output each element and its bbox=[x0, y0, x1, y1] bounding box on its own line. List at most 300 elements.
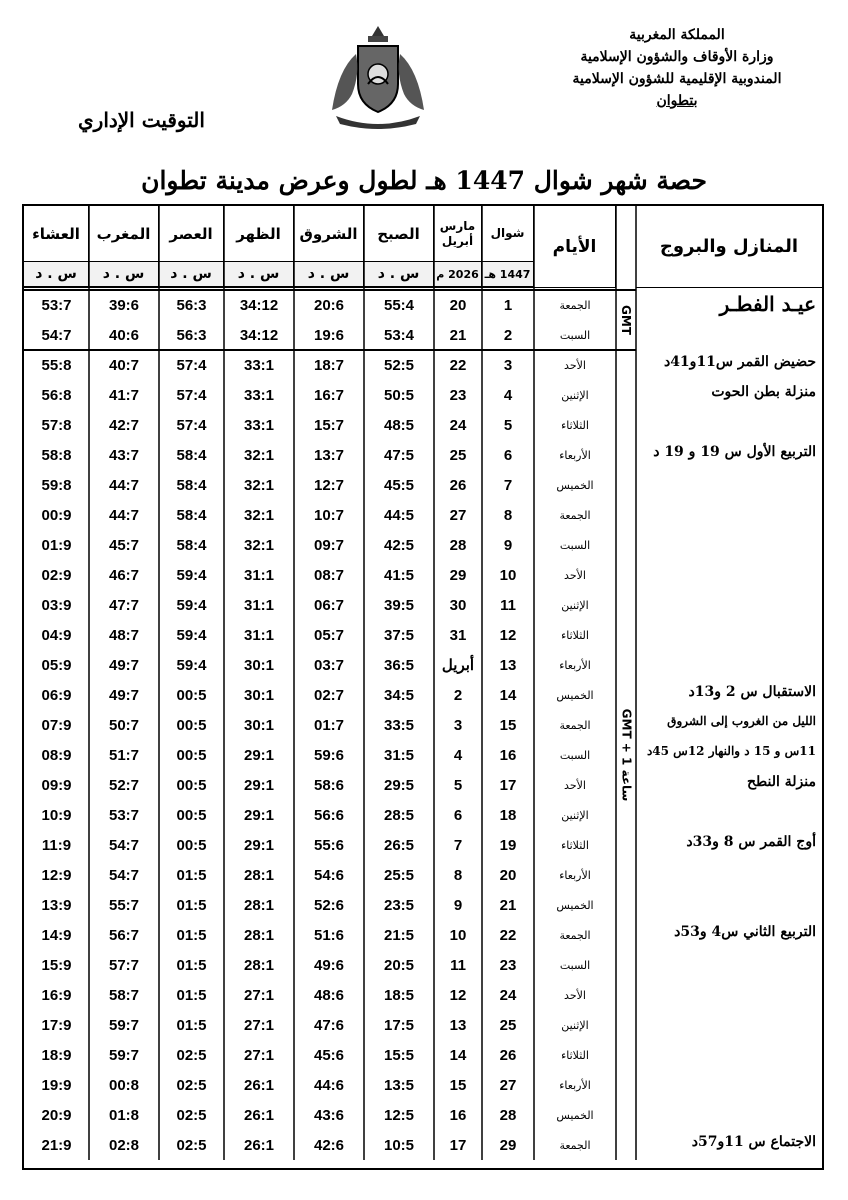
time-cell-shuruq: 59:6 bbox=[313, 746, 345, 764]
time-cell-maghrib: 55:7 bbox=[108, 896, 140, 914]
unit-isha: س . د bbox=[24, 262, 89, 288]
time-cell-shuruq: 13:7 bbox=[313, 446, 345, 464]
time-cell-shuruq: 52:6 bbox=[313, 896, 345, 914]
time-cell-dhuhr: 27:1 bbox=[243, 1046, 275, 1064]
astronomical-note: التربيع الأول س 19 و 19 د bbox=[653, 444, 816, 460]
document-title: حصة شهر شوال 1447 هـ لطول وعرض مدينة تطوان bbox=[141, 166, 707, 195]
weekday-cell: الثلاثاء bbox=[561, 1048, 589, 1062]
astronomical-note: الليل من الغروب إلى الشروق bbox=[667, 714, 816, 728]
time-cell-dhuhr: 28:1 bbox=[243, 956, 275, 974]
time-cell-isha: 56:8 bbox=[41, 386, 72, 404]
time-cell-subh: 53:4 bbox=[383, 326, 415, 344]
time-cell-shawwal: 9 bbox=[503, 536, 513, 554]
col-header-maghrib: المغرب bbox=[89, 206, 159, 262]
time-cell-greg: 15 bbox=[449, 1076, 467, 1094]
time-cell-dhuhr: 32:1 bbox=[243, 476, 275, 494]
time-cell-isha: 03:9 bbox=[41, 596, 72, 614]
col-header-notes: المنازل والبروج bbox=[636, 206, 822, 288]
time-cell-maghrib: 59:7 bbox=[108, 1016, 140, 1034]
time-cell-isha: 00:9 bbox=[41, 506, 72, 524]
time-cell-isha: 19:9 bbox=[41, 1076, 72, 1094]
time-cell-shawwal: 18 bbox=[499, 806, 517, 824]
time-cell-subh: 44:5 bbox=[383, 506, 415, 524]
time-cell-subh: 18:5 bbox=[383, 986, 415, 1004]
time-cell-shuruq: 19:6 bbox=[313, 326, 345, 344]
unit-shuruq: س . د bbox=[294, 262, 364, 288]
unit-asr: س . د bbox=[159, 262, 224, 288]
time-cell-greg: أبريل bbox=[441, 657, 475, 674]
weekday-cell: السبت bbox=[559, 958, 591, 972]
time-cell-greg: 26 bbox=[449, 476, 467, 494]
time-cell-asr: 01:5 bbox=[176, 1016, 207, 1034]
time-cell-shuruq: 09:7 bbox=[313, 536, 345, 554]
weekday-cell: السبت bbox=[559, 748, 591, 762]
time-cell-subh: 26:5 bbox=[383, 836, 415, 854]
astronomical-note: منزلة بطن الحوت bbox=[711, 384, 816, 400]
time-cell-shawwal: 25 bbox=[499, 1016, 517, 1034]
weekday-cell: الأربعاء bbox=[559, 1078, 591, 1092]
col-header-isha: العشاء bbox=[24, 206, 89, 262]
time-cell-isha: 12:9 bbox=[41, 866, 72, 884]
time-cell-shuruq: 16:7 bbox=[313, 386, 345, 404]
time-cell-maghrib: 51:7 bbox=[108, 746, 140, 764]
time-cell-dhuhr: 30:1 bbox=[243, 656, 275, 674]
time-cell-shawwal: 24 bbox=[499, 986, 517, 1004]
time-cell-maghrib: 54:7 bbox=[108, 836, 140, 854]
time-cell-shuruq: 02:7 bbox=[313, 686, 345, 704]
weekday-cell: السبت bbox=[559, 328, 591, 342]
time-cell-dhuhr: 26:1 bbox=[243, 1106, 275, 1124]
table-grid bbox=[24, 206, 822, 1168]
time-cell-isha: 15:9 bbox=[41, 956, 72, 974]
time-cell-shuruq: 12:7 bbox=[313, 476, 345, 494]
weekday-cell: الخميس bbox=[556, 1108, 594, 1122]
time-cell-shuruq: 51:6 bbox=[313, 926, 345, 944]
org-line: وزارة الأوقاف والشؤون الإسلامية bbox=[580, 49, 774, 65]
weekday-cell: الخميس bbox=[556, 478, 594, 492]
time-cell-asr: 58:4 bbox=[176, 446, 207, 464]
time-cell-asr: 58:4 bbox=[176, 476, 207, 494]
time-cell-dhuhr: 31:1 bbox=[243, 596, 275, 614]
time-cell-subh: 20:5 bbox=[383, 956, 415, 974]
time-cell-isha: 14:9 bbox=[41, 926, 72, 944]
time-cell-maghrib: 44:7 bbox=[108, 476, 140, 494]
time-cell-shawwal: 23 bbox=[499, 956, 517, 974]
time-cell-isha: 58:8 bbox=[41, 446, 72, 464]
time-cell-isha: 21:9 bbox=[41, 1136, 72, 1154]
time-cell-shawwal: 21 bbox=[499, 896, 517, 914]
time-cell-isha: 17:9 bbox=[41, 1016, 72, 1034]
time-cell-shawwal: 3 bbox=[503, 356, 513, 374]
time-cell-subh: 45:5 bbox=[383, 476, 415, 494]
time-cell-dhuhr: 31:1 bbox=[243, 566, 275, 584]
time-cell-shawwal: 16 bbox=[499, 746, 517, 764]
time-cell-dhuhr: 30:1 bbox=[243, 686, 275, 704]
time-cell-greg: 11 bbox=[450, 956, 466, 974]
time-cell-shuruq: 47:6 bbox=[313, 1016, 345, 1034]
weekday-cell: الإثنين bbox=[561, 808, 589, 822]
time-cell-dhuhr: 26:1 bbox=[243, 1136, 275, 1154]
weekday-cell: الأربعاء bbox=[559, 868, 591, 882]
time-cell-shuruq: 42:6 bbox=[313, 1136, 345, 1154]
time-cell-maghrib: 49:7 bbox=[108, 686, 140, 704]
astronomical-note: الاجتماع س 11و57د bbox=[691, 1134, 816, 1150]
col-header-subh: الصبح bbox=[364, 206, 434, 262]
time-cell-asr: 59:4 bbox=[176, 626, 207, 644]
time-cell-greg: 3 bbox=[453, 716, 463, 734]
time-cell-dhuhr: 27:1 bbox=[243, 1016, 275, 1034]
time-cell-maghrib: 41:7 bbox=[108, 386, 140, 404]
time-cell-shuruq: 20:6 bbox=[313, 296, 345, 314]
time-cell-isha: 02:9 bbox=[41, 566, 72, 584]
time-cell-maghrib: 48:7 bbox=[108, 626, 140, 644]
time-cell-asr: 56:3 bbox=[176, 326, 207, 344]
time-cell-subh: 34:5 bbox=[383, 686, 415, 704]
time-cell-shuruq: 58:6 bbox=[313, 776, 345, 794]
unit-shawwal: 1447 هـ bbox=[482, 262, 534, 288]
weekday-cell: الأحد bbox=[564, 778, 586, 792]
time-cell-isha: 18:9 bbox=[41, 1046, 72, 1064]
time-cell-isha: 11:9 bbox=[41, 836, 72, 854]
time-cell-shawwal: 12 bbox=[499, 626, 517, 644]
col-header-asr: العصر bbox=[159, 206, 224, 262]
time-cell-subh: 37:5 bbox=[383, 626, 415, 644]
time-cell-greg: 7 bbox=[453, 836, 463, 854]
time-cell-subh: 36:5 bbox=[383, 656, 415, 674]
time-cell-shuruq: 48:6 bbox=[313, 986, 345, 1004]
time-cell-greg: 23 bbox=[449, 386, 467, 404]
time-cell-asr: 59:4 bbox=[176, 566, 207, 584]
time-cell-subh: 55:4 bbox=[383, 296, 415, 314]
time-cell-shawwal: 11 bbox=[500, 596, 516, 614]
time-cell-greg: 24 bbox=[449, 416, 467, 434]
time-cell-maghrib: 47:7 bbox=[108, 596, 140, 614]
time-cell-greg: 12 bbox=[449, 986, 467, 1004]
time-cell-isha: 57:8 bbox=[41, 416, 72, 434]
time-cell-asr: 59:4 bbox=[176, 656, 207, 674]
time-cell-shawwal: 19 bbox=[499, 836, 517, 854]
weekday-cell: الثلاثاء bbox=[561, 838, 589, 852]
time-cell-greg: 30 bbox=[449, 596, 467, 614]
time-cell-subh: 39:5 bbox=[383, 596, 415, 614]
weekday-cell: الإثنين bbox=[561, 388, 589, 402]
org-line: بتطوان bbox=[656, 93, 698, 109]
time-cell-dhuhr: 29:1 bbox=[243, 806, 275, 824]
time-cell-shawwal: 1 bbox=[503, 296, 513, 314]
time-cell-isha: 06:9 bbox=[41, 686, 72, 704]
weekday-cell: الأحد bbox=[564, 358, 586, 372]
time-cell-dhuhr: 34:12 bbox=[239, 296, 279, 314]
time-cell-asr: 58:4 bbox=[176, 506, 207, 524]
time-cell-asr: 01:5 bbox=[176, 956, 207, 974]
time-cell-subh: 15:5 bbox=[383, 1046, 415, 1064]
time-cell-maghrib: 53:7 bbox=[108, 806, 140, 824]
time-cell-shuruq: 01:7 bbox=[313, 716, 345, 734]
time-cell-dhuhr: 29:1 bbox=[243, 776, 275, 794]
time-cell-maghrib: 01:8 bbox=[108, 1106, 140, 1124]
astronomical-note: حضيض القمر س11و41د bbox=[663, 354, 816, 370]
time-cell-shuruq: 44:6 bbox=[313, 1076, 345, 1094]
time-cell-maghrib: 44:7 bbox=[108, 506, 140, 524]
time-cell-shawwal: 6 bbox=[503, 446, 513, 464]
time-cell-subh: 47:5 bbox=[383, 446, 415, 464]
month-label: أبريل bbox=[441, 233, 474, 248]
time-cell-subh: 21:5 bbox=[383, 926, 415, 944]
astronomical-note: الاستقبال س 2 و13د bbox=[688, 684, 816, 700]
time-cell-dhuhr: 32:1 bbox=[243, 536, 275, 554]
time-cell-shawwal: 5 bbox=[503, 416, 513, 434]
time-cell-shawwal: 17 bbox=[499, 776, 517, 794]
ministry-header bbox=[542, 24, 812, 112]
weekday-cell: الأحد bbox=[564, 988, 586, 1002]
weekday-cell: الجمعة bbox=[559, 1138, 591, 1152]
time-cell-isha: 05:9 bbox=[41, 656, 72, 674]
time-cell-asr: 57:4 bbox=[176, 416, 207, 434]
time-cell-subh: 29:5 bbox=[383, 776, 415, 794]
time-cell-dhuhr: 32:1 bbox=[243, 506, 275, 524]
time-cell-dhuhr: 33:1 bbox=[243, 416, 275, 434]
time-cell-shuruq: 54:6 bbox=[313, 866, 345, 884]
time-cell-subh: 41:5 bbox=[383, 566, 415, 584]
weekday-cell: الأربعاء bbox=[559, 658, 591, 672]
astronomical-note: منزلة النطح bbox=[747, 774, 816, 790]
prayer-times-table bbox=[22, 204, 824, 1170]
time-cell-shawwal: 4 bbox=[503, 386, 513, 404]
time-cell-asr: 01:5 bbox=[176, 926, 207, 944]
time-cell-greg: 28 bbox=[449, 536, 467, 554]
time-cell-subh: 31:5 bbox=[383, 746, 415, 764]
time-cell-shuruq: 08:7 bbox=[313, 566, 345, 584]
time-cell-shawwal: 28 bbox=[499, 1106, 517, 1124]
time-cell-asr: 57:4 bbox=[176, 356, 207, 374]
time-cell-dhuhr: 33:1 bbox=[243, 356, 275, 374]
time-cell-asr: 01:5 bbox=[176, 866, 207, 884]
time-cell-isha: 09:9 bbox=[41, 776, 72, 794]
time-cell-subh: 50:5 bbox=[383, 386, 415, 404]
weekday-cell: الثلاثاء bbox=[561, 628, 589, 642]
time-cell-dhuhr: 30:1 bbox=[243, 716, 275, 734]
time-cell-dhuhr: 31:1 bbox=[243, 626, 275, 644]
time-cell-shuruq: 06:7 bbox=[313, 596, 345, 614]
time-cell-greg: 16 bbox=[449, 1106, 467, 1124]
weekday-cell: الأربعاء bbox=[559, 448, 591, 462]
weekday-cell: الثلاثاء bbox=[561, 418, 589, 432]
time-cell-shawwal: 14 bbox=[499, 686, 517, 704]
time-cell-subh: 23:5 bbox=[383, 896, 415, 914]
time-cell-greg: 8 bbox=[453, 866, 463, 884]
time-cell-dhuhr: 28:1 bbox=[243, 926, 275, 944]
astronomical-note: أوج القمر س 8 و33د bbox=[686, 834, 816, 850]
time-cell-maghrib: 43:7 bbox=[108, 446, 140, 464]
weekday-cell: الإثنين bbox=[561, 598, 589, 612]
time-cell-shawwal: 29 bbox=[499, 1136, 517, 1154]
col-header-day: الأيام bbox=[534, 206, 616, 288]
time-cell-dhuhr: 29:1 bbox=[243, 836, 275, 854]
time-cell-isha: 13:9 bbox=[41, 896, 72, 914]
time-cell-subh: 48:5 bbox=[383, 416, 415, 434]
time-cell-greg: 29 bbox=[449, 566, 467, 584]
time-cell-shawwal: 22 bbox=[499, 926, 517, 944]
time-cell-shawwal: 8 bbox=[503, 506, 513, 524]
time-cell-greg: 21 bbox=[449, 326, 467, 344]
weekday-cell: الجمعة bbox=[559, 928, 591, 942]
time-cell-maghrib: 58:7 bbox=[108, 986, 140, 1004]
time-cell-dhuhr: 28:1 bbox=[243, 896, 275, 914]
time-cell-greg: 25 bbox=[449, 446, 467, 464]
time-cell-shuruq: 10:7 bbox=[313, 506, 345, 524]
time-cell-subh: 13:5 bbox=[383, 1076, 415, 1094]
time-cell-asr: 57:4 bbox=[176, 386, 207, 404]
time-cell-greg: 13 bbox=[449, 1016, 467, 1034]
time-cell-shawwal: 2 bbox=[503, 326, 513, 344]
time-cell-asr: 00:5 bbox=[176, 686, 207, 704]
time-cell-maghrib: 42:7 bbox=[108, 416, 140, 434]
time-cell-asr: 00:5 bbox=[176, 776, 207, 794]
unit-dhuhr: س . د bbox=[224, 262, 294, 288]
time-cell-greg: 17 bbox=[449, 1136, 467, 1154]
time-cell-maghrib: 49:7 bbox=[108, 656, 140, 674]
weekday-cell: الأحد bbox=[564, 568, 586, 582]
unit-greg: 2026 م bbox=[434, 262, 482, 288]
time-cell-maghrib: 46:7 bbox=[108, 566, 140, 584]
time-cell-asr: 00:5 bbox=[176, 746, 207, 764]
time-cell-asr: 00:5 bbox=[176, 806, 207, 824]
time-cell-greg: 22 bbox=[449, 356, 467, 374]
gmt-label: GMT bbox=[619, 305, 634, 335]
time-cell-isha: 07:9 bbox=[41, 716, 72, 734]
weekday-cell: السبت bbox=[559, 538, 591, 552]
time-cell-shuruq: 18:7 bbox=[313, 356, 345, 374]
time-cell-shuruq: 05:7 bbox=[313, 626, 345, 644]
time-cell-shuruq: 49:6 bbox=[313, 956, 345, 974]
time-cell-maghrib: 50:7 bbox=[108, 716, 140, 734]
time-cell-maghrib: 59:7 bbox=[108, 1046, 140, 1064]
time-cell-shawwal: 13 bbox=[499, 656, 517, 674]
time-cell-maghrib: 40:7 bbox=[108, 356, 140, 374]
time-cell-subh: 42:5 bbox=[383, 536, 415, 554]
time-cell-maghrib: 56:7 bbox=[108, 926, 140, 944]
unit-subh: س . د bbox=[364, 262, 434, 288]
time-cell-maghrib: 39:6 bbox=[108, 296, 140, 314]
time-cell-isha: 08:9 bbox=[41, 746, 72, 764]
time-cell-asr: 58:4 bbox=[176, 536, 207, 554]
time-cell-asr: 59:4 bbox=[176, 596, 207, 614]
time-cell-subh: 12:5 bbox=[383, 1106, 415, 1124]
weekday-cell: الجمعة bbox=[559, 508, 591, 522]
time-cell-isha: 59:8 bbox=[41, 476, 72, 494]
time-cell-maghrib: 00:8 bbox=[108, 1076, 140, 1094]
time-cell-shawwal: 10 bbox=[499, 566, 517, 584]
time-cell-greg: 5 bbox=[453, 776, 463, 794]
time-cell-dhuhr: 34:12 bbox=[239, 326, 279, 344]
time-cell-shawwal: 27 bbox=[499, 1076, 517, 1094]
time-cell-dhuhr: 27:1 bbox=[243, 986, 275, 1004]
time-cell-subh: 28:5 bbox=[383, 806, 415, 824]
time-cell-shawwal: 7 bbox=[503, 476, 513, 494]
time-cell-greg: 9 bbox=[453, 896, 463, 914]
time-cell-greg: 2 bbox=[453, 686, 463, 704]
time-cell-isha: 55:8 bbox=[41, 356, 72, 374]
time-cell-greg: 6 bbox=[453, 806, 463, 824]
time-cell-maghrib: 54:7 bbox=[108, 866, 140, 884]
time-cell-subh: 10:5 bbox=[383, 1136, 415, 1154]
time-cell-greg: 27 bbox=[449, 506, 467, 524]
time-cell-subh: 25:5 bbox=[383, 866, 415, 884]
astronomical-note: عيـد الفطـر bbox=[719, 292, 816, 316]
col-header-shawwal: شوال bbox=[482, 206, 534, 262]
time-cell-asr: 02:5 bbox=[176, 1106, 207, 1124]
weekday-cell: الجمعة bbox=[559, 298, 591, 312]
weekday-cell: الجمعة bbox=[559, 718, 591, 732]
time-cell-shuruq: 15:7 bbox=[313, 416, 345, 434]
time-cell-maghrib: 45:7 bbox=[108, 536, 140, 554]
time-cell-isha: 10:9 bbox=[41, 806, 72, 824]
time-cell-asr: 01:5 bbox=[176, 986, 207, 1004]
time-cell-isha: 20:9 bbox=[41, 1106, 72, 1124]
time-cell-maghrib: 40:6 bbox=[108, 326, 140, 344]
col-header-dhuhr: الظهر bbox=[224, 206, 294, 262]
time-cell-shuruq: 43:6 bbox=[313, 1106, 345, 1124]
time-cell-asr: 02:5 bbox=[176, 1046, 207, 1064]
weekday-cell: الخميس bbox=[556, 688, 594, 702]
time-cell-greg: 20 bbox=[449, 296, 467, 314]
time-cell-shuruq: 03:7 bbox=[313, 656, 345, 674]
time-cell-shuruq: 45:6 bbox=[313, 1046, 345, 1064]
time-cell-subh: 33:5 bbox=[383, 716, 415, 734]
time-cell-dhuhr: 28:1 bbox=[243, 866, 275, 884]
unit-maghrib: س . د bbox=[89, 262, 159, 288]
time-cell-asr: 00:5 bbox=[176, 716, 207, 734]
weekday-cell: الخميس bbox=[556, 898, 594, 912]
month-label: مارس bbox=[439, 218, 476, 233]
org-line: المندوبية الإقليمية للشؤون الإسلامية bbox=[572, 71, 782, 87]
time-cell-dhuhr: 26:1 bbox=[243, 1076, 275, 1094]
time-cell-maghrib: 57:7 bbox=[108, 956, 140, 974]
time-cell-shawwal: 15 bbox=[499, 716, 517, 734]
weekday-cell: الإثنين bbox=[561, 1018, 589, 1032]
time-cell-greg: 14 bbox=[449, 1046, 467, 1064]
coat-of-arms-icon bbox=[322, 20, 434, 130]
time-cell-shuruq: 55:6 bbox=[313, 836, 345, 854]
admin-time-label: التوقيت الإداري bbox=[78, 108, 205, 132]
time-cell-greg: 4 bbox=[453, 746, 463, 764]
time-cell-greg: 31 bbox=[449, 626, 467, 644]
time-cell-isha: 54:7 bbox=[41, 326, 72, 344]
time-cell-isha: 04:9 bbox=[41, 626, 72, 644]
org-line: المملكة المغربية bbox=[629, 27, 725, 43]
gmt-plus-one-label: GMT + 1 ساعة bbox=[619, 708, 634, 802]
time-cell-asr: 00:5 bbox=[176, 836, 207, 854]
time-cell-shawwal: 26 bbox=[499, 1046, 517, 1064]
time-cell-subh: 17:5 bbox=[383, 1016, 415, 1034]
astronomical-note: 11س و 15 د والنهار 12س 45د bbox=[646, 744, 816, 758]
time-cell-greg: 10 bbox=[449, 926, 467, 944]
time-cell-maghrib: 52:7 bbox=[108, 776, 140, 794]
time-cell-shawwal: 20 bbox=[499, 866, 517, 884]
time-cell-isha: 53:7 bbox=[41, 296, 72, 314]
time-cell-maghrib: 02:8 bbox=[108, 1136, 140, 1154]
time-cell-dhuhr: 29:1 bbox=[243, 746, 275, 764]
time-cell-asr: 01:5 bbox=[176, 896, 207, 914]
time-cell-asr: 56:3 bbox=[176, 296, 207, 314]
col-header-shuruq: الشروق bbox=[294, 206, 364, 262]
time-cell-subh: 52:5 bbox=[383, 356, 415, 374]
time-cell-dhuhr: 33:1 bbox=[243, 386, 275, 404]
time-cell-isha: 16:9 bbox=[41, 986, 72, 1004]
time-cell-shuruq: 56:6 bbox=[313, 806, 345, 824]
time-cell-dhuhr: 32:1 bbox=[243, 446, 275, 464]
time-cell-isha: 01:9 bbox=[41, 536, 72, 554]
